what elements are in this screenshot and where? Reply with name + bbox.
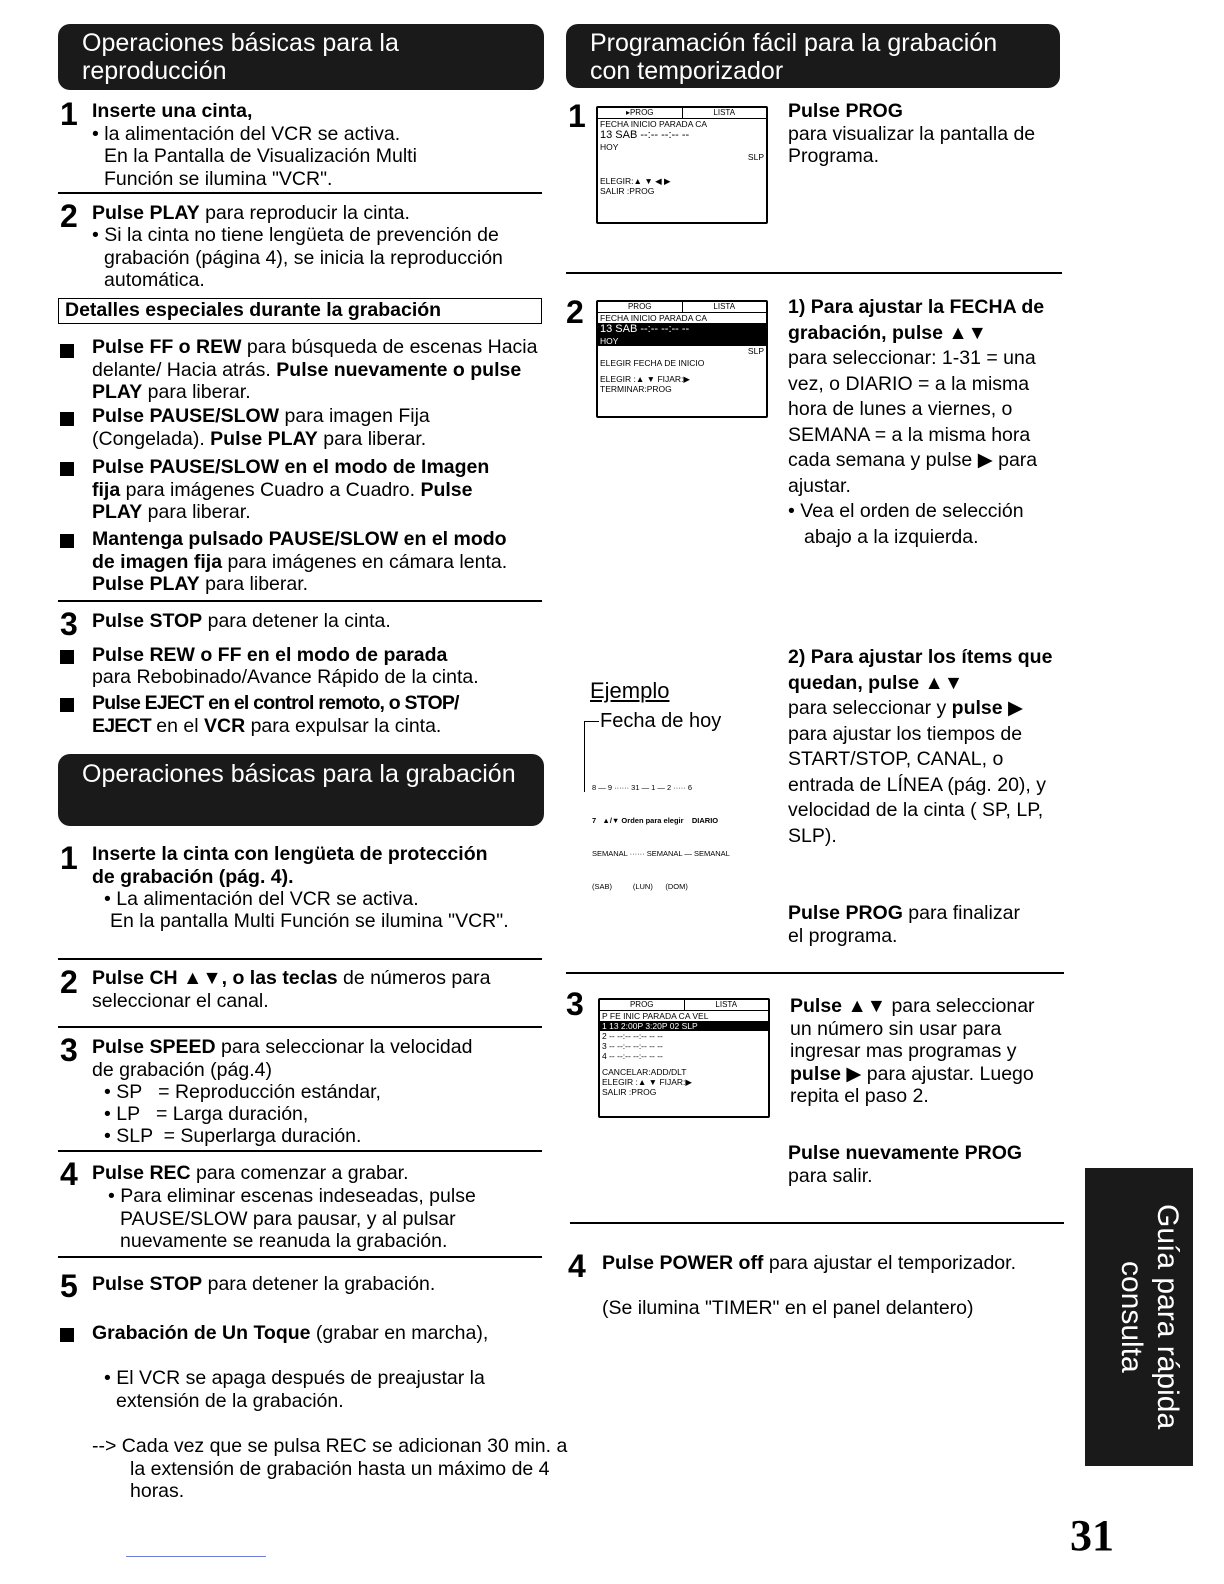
diagram-line: (SAB) (LUN) (DOM) (592, 882, 688, 891)
text: (grabar en marcha), (310, 1322, 489, 1344)
special-item (92, 336, 542, 404)
step-text: (Se ilumina "TIMER" en el panel delantero) (602, 1297, 974, 1319)
text: para liberar. (142, 501, 251, 523)
screen-row: 13 SAB --:-- --:-- -- (600, 129, 690, 141)
speed-option: • SP = Reproducción estándar, (104, 1081, 381, 1103)
step-number: 3 (60, 606, 78, 642)
step-number: 2 (60, 198, 78, 234)
screen-row-highlight: 13 SAB --:-- --:-- -- (598, 323, 766, 336)
key-term: Pulse PROG (788, 100, 903, 122)
text: para liberar. (142, 381, 251, 403)
text: para detener la grabación. (202, 1273, 436, 1295)
special-item (92, 692, 512, 737)
screen-row-highlight: HOY (598, 336, 766, 346)
divider (570, 1222, 1064, 1224)
diagram-line: SEMANAL ······ SEMANAL — SEMANAL (592, 849, 730, 858)
step-number: 2 (566, 294, 584, 330)
key-term: VCR (203, 714, 246, 737)
step-detail: • El VCR se apaga después de preajustar la extensión de la grabación. (104, 1367, 485, 1412)
playback-section-header: Operaciones básicas para la reproducción (58, 24, 544, 90)
text: para salir. (788, 1164, 873, 1187)
diagram-line: 8 — 9 ······ 31 — 1 — 2 ····· 6 (592, 783, 693, 792)
key-term: Pulse PLAY (92, 202, 200, 224)
text: para expulsar la cinta. (245, 714, 442, 737)
step-text (790, 995, 1052, 1108)
screen-row: 4 -- --:-- --:-- -- -- (602, 1051, 663, 1061)
key-term: pulse (951, 697, 1003, 719)
text: de números para seleccionar el canal. (92, 967, 491, 1012)
screen-row: SLP (747, 346, 764, 356)
side-tab-label: Guía para rápida consulta (1115, 1204, 1184, 1430)
divider (566, 272, 1062, 274)
text: para visualizar la pantalla de Programa. (788, 122, 1036, 167)
step-detail: • La alimentación del VCR se activa. (104, 888, 419, 910)
footer-rule (126, 1556, 266, 1557)
step-text (788, 1142, 1028, 1187)
step-title (92, 967, 532, 1012)
key-term: Pulse PAUSE/SLOW (92, 405, 280, 427)
key-term: Pulse nuevamente o pulse PLAY (92, 358, 522, 403)
example-today: Fecha de hoy (600, 710, 722, 732)
screen-row: SALIR :PROG (602, 1087, 657, 1097)
step-number: 4 (60, 1156, 78, 1192)
key-term: 1) Para ajustar la FECHA de grabación, pulse ▲▼ (788, 296, 1045, 344)
screen-row: ELEGIR:▲ ▼ ◀ ▶ (600, 176, 671, 186)
key-term: Pulse PROG (788, 902, 903, 924)
key-term: Pulse REC (92, 1162, 191, 1184)
step-number: 3 (566, 986, 584, 1022)
key-term: pulse (790, 1062, 841, 1085)
screen-row: ELEGIR :▲ ▼ FIJAR:▶ (600, 374, 690, 384)
step-title (92, 1036, 492, 1081)
step-number: 4 (568, 1248, 586, 1284)
page-number: 31 (1070, 1511, 1114, 1560)
special-item (92, 1322, 492, 1345)
screen-row: 3 -- --:-- --:-- -- -- (602, 1041, 663, 1051)
step-number: 1 (60, 96, 78, 132)
key-term: Grabación de Un Toque (92, 1322, 311, 1344)
screen-row: ELEGIR :▲ ▼ FIJAR:▶ (602, 1077, 692, 1087)
tab-lista: LISTA (682, 108, 767, 118)
key-term: Pulse CH ▲▼, o las teclas (92, 967, 338, 989)
text: para comenzar a grabar. (190, 1162, 409, 1184)
bullet-square (60, 698, 74, 712)
step-title: Inserte la cinta con lengüeta de protección de grabación (pág. 4). (92, 843, 488, 888)
key-term: Pulse EJECT en el control remoto, o STOP/ EJECT (92, 692, 459, 737)
step-number: 2 (60, 964, 78, 1000)
step-text (788, 645, 1064, 849)
text: en el (150, 714, 204, 737)
speed-option: • SLP = Superlarga duración. (104, 1125, 362, 1147)
screen-tabs (598, 302, 766, 313)
bullet-square (60, 462, 74, 476)
prog-screen-3 (598, 998, 770, 1118)
text: para liberar. (199, 573, 309, 595)
key-term: Pulse PAUSE/SLOW en el modo de Imagen fija (92, 456, 490, 501)
text: para imágenes en cámara lenta. (222, 550, 508, 573)
text: para imágenes Cuadro a Cuadro. (120, 478, 421, 501)
screen-row: SLP (747, 152, 764, 162)
step-number: 3 (60, 1032, 78, 1068)
step-detail: • Para eliminar escenas indeseadas, pulse PAUSE/SLOW para pausar, y al pulsar nuevamente se reanuda la grabación. (108, 1185, 476, 1252)
special-item-detail: para Rebobinado/Avance Rápido de la cinta. (92, 666, 479, 688)
step-number: 1 (60, 840, 78, 876)
special-details-box: Detalles especiales durante la grabación (58, 298, 542, 324)
step-title (92, 202, 542, 225)
text: • Vea el orden de selección abajo a la izquierda. (788, 500, 1024, 548)
divider (58, 958, 542, 960)
key-term: Pulse FF o REW (92, 336, 242, 358)
screen-tabs (600, 1000, 768, 1011)
step-text (788, 902, 1028, 947)
step-detail: • Si la cinta no tiene lengüeta de prevención de grabación (página 4), se inicia la reproducción automática. (92, 224, 503, 291)
key-term: Pulse ▲▼ (790, 995, 887, 1017)
key-term: Pulse PLAY (92, 478, 473, 523)
example-diagram (592, 760, 762, 891)
key-term: Pulse SPEED (92, 1036, 216, 1058)
speed-option: • LP = Larga duración, (104, 1103, 309, 1125)
step-number: 1 (568, 98, 586, 134)
key-term: Pulse PLAY (92, 573, 200, 595)
text: para detener la cinta. (202, 610, 391, 632)
divider (58, 1026, 542, 1028)
bullet-square (60, 344, 74, 358)
text: para búsqueda de escenas Hacia delante/ Hacia atrás. (92, 336, 538, 381)
step-text (788, 100, 1048, 168)
screen-row: CANCELAR:ADD/DLT (602, 1067, 687, 1077)
step-detail: --> Cada vez que se pulsa REC se adicionan 30 min. a la extensión de grabación hasta un máximo de 4 horas. (92, 1435, 568, 1502)
special-item (92, 528, 532, 596)
text: para ajustar el temporizador. (763, 1252, 1016, 1274)
screen-row: HOY (600, 142, 619, 152)
key-term: Pulse POWER off (602, 1252, 764, 1274)
text: para finalizar el programa. (788, 902, 1020, 947)
quick-guide-side-tab (1085, 1168, 1193, 1466)
step-title (92, 1273, 542, 1296)
bullet-square (60, 650, 74, 664)
divider (58, 192, 542, 194)
bullet-square (60, 412, 74, 426)
timer-section-header: Programación fácil para la grabación con temporizador (566, 24, 1060, 88)
tab-lista: LISTA (684, 1000, 769, 1010)
text: ▶ para ajustar los tiempos de START/STOP, CANAL, o entrada de LÍNEA (pág. 20), y velocidad de la cinta ( SP, LP, SLP). (788, 697, 1046, 847)
bullet-square (60, 1328, 74, 1342)
step-detail: En la Pantalla de Visualización Multi Función se ilumina "VCR". (104, 145, 417, 190)
step-title (92, 610, 542, 633)
key-term: Pulse PLAY (210, 427, 318, 450)
step-text (788, 295, 1064, 550)
key-term: Pulse nuevamente PROG (788, 1142, 1023, 1164)
key-term: Pulse STOP (92, 610, 203, 632)
text: ▶ para ajustar. Luego repita el paso 2. (790, 1062, 1034, 1107)
tab-lista: LISTA (682, 302, 767, 312)
screen-row: P FE INIC PARADA CA VEL (602, 1011, 709, 1021)
text: para seleccionar la velocidad de grabación (pág.4) (92, 1036, 473, 1081)
text: para liberar. (317, 427, 427, 450)
screen-tabs (598, 108, 766, 119)
divider (58, 600, 542, 602)
key-term: Pulse STOP (92, 1273, 203, 1295)
divider (58, 1256, 542, 1258)
divider (566, 972, 1064, 974)
diagram-line: 7 ▲/▼ Orden para elegir DIARIO (592, 816, 719, 825)
bullet-square (60, 534, 74, 548)
divider (58, 1150, 542, 1152)
step-detail: • la alimentación del VCR se activa. (92, 123, 401, 145)
text: para seleccionar: 1-31 = una vez, o DIARIO = a la misma hora de lunes a viernes, o SEMANA = a la misma hora cada semana y pulse ▶ para ajustar. (788, 347, 1038, 497)
text: para seleccionar un número sin usar para ingresar mas programas y (790, 995, 1035, 1062)
text: para reproducir la cinta. (199, 202, 410, 224)
special-item: Pulse REW o FF en el modo de parada (92, 644, 448, 666)
screen-row: TERMINAR:PROG (600, 384, 672, 394)
tab-prog: PROG (629, 1000, 654, 1009)
tab-prog: ▸PROG (625, 108, 654, 117)
step-title (92, 1162, 542, 1185)
screen-row: FECHA INICIO PARADA CA (600, 119, 708, 129)
prog-screen-1 (596, 106, 768, 224)
screen-row: ELEGIR FECHA DE INICIO (600, 358, 705, 368)
text: para imagen Fija (Congelada). (92, 405, 430, 450)
key-term: 2) Para ajustar los ítems que quedan, pulse ▲▼ (788, 646, 1053, 694)
text (788, 696, 1064, 849)
step-text (602, 1252, 1042, 1275)
tab-prog: PROG (627, 302, 652, 311)
key-term: Mantenga pulsado PAUSE/SLOW en el modo de imagen fija (92, 528, 507, 573)
step-title: Inserte una cinta, (92, 100, 253, 122)
step-number: 5 (60, 1268, 78, 1304)
step-detail: En la pantalla Multi Función se ilumina "VCR". (110, 910, 509, 932)
screen-row: 2 -- --:-- --:-- -- -- (602, 1031, 663, 1041)
recording-section-header: Operaciones básicas para la grabación (58, 754, 544, 826)
prog-screen-2 (596, 300, 768, 418)
screen-row: SALIR :PROG (600, 186, 655, 196)
text: para seleccionar y (788, 697, 952, 719)
screen-row: FECHA INICIO PARADA CA (600, 313, 708, 323)
special-item (92, 405, 512, 450)
example-title: Ejemplo (590, 678, 670, 703)
special-item (92, 456, 512, 524)
screen-row-highlight: 1 13 2:00P 3:20P 02 SLP (600, 1021, 768, 1031)
